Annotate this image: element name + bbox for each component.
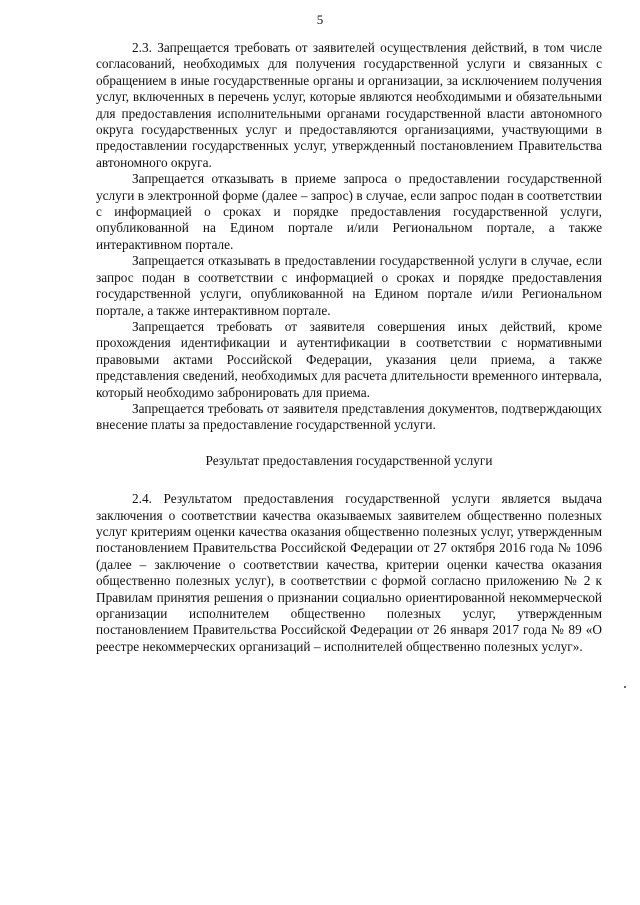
paragraph-payment-documents: Запрещается требовать от заявителя представления документов, подтверждающих внесение платы за предоставление государственной услуги. [96,400,602,433]
document-body [96,40,602,655]
section-heading-result: Результат предоставления государственной услуги [205,452,493,468]
page-number: 5 [316,12,324,27]
scan-speck [624,686,626,688]
paragraph-2-3: 2.3. Запрещается требовать от заявителей осуществления действий, в том числе согласований, необходимых для получения государственной услуги и связанных с обращением в иные государственные органы и организации, за исключением получения услуг, включенных в перечень услуг, которые являются необходимыми и обязательными для предоставления исполнительными органами государственной власти автономного округа государственных услуг и предоставляются организациями, участвующими в предоставлении государственных услуг, утвержденный постановлением Правительства автономного округа. [96,40,602,170]
paragraph-electronic-request: Запрещается отказывать в приеме запроса о предоставлении государственной услуги в электронной форме (далее – запрос) в случае, если запрос подан в соответствии с информацией о сроках и порядке предоставления государственной услуги, опубликованной на Едином портале и/или Региональном портале, а также интерактивном портале. [96,171,602,252]
paragraph-identification: Запрещается требовать от заявителя совершения иных действий, кроме прохождения идентификации и аутентификации в соответствии с нормативными правовыми актами Российской Федерации, указания цели приема, а также представления сведений, необходимых для расчета длительности временного интервала, который необходимо забронировать для приема. [96,318,602,400]
paragraph-2-4: 2.4. Результатом предоставления государственной услуги является выдача заключения о соответствии качества оказываемых заявителем общественно полезных услуг критериям оценки качества оказания общественно полезных услуг, утвержденным постановлением Правительства Российской Федерации от 27 октября 2016 года № 1096 (далее – заключение о соответствии качества, критерии оценки качества оказания общественно полезных услуг), в соответствии с формой согласно приложению № 2 к Правилам принятия решения о признании социально ориентированной некоммерческой организации исполнителем общественно полезных услуг, утвержденным постановлением Правительства Российской Федерации от 26 января 2017 года № 89 «О реестре некоммерческих организаций – исполнителей общественно полезных услуг». [96,491,602,654]
paragraph-refusal: Запрещается отказывать в предоставлении государственной услуги в случае, если запрос подан в соответствии с информацией о сроках и порядке предоставления государственной услуги, опубликованной на Едином портале и/или Региональном портале, а также интерактивном портале. [96,253,602,318]
